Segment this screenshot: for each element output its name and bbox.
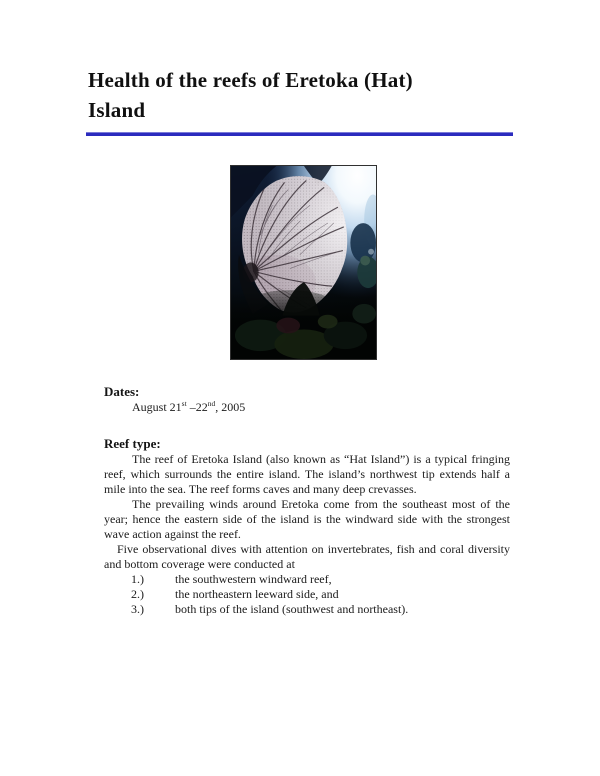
dates-value-text1: August 21 xyxy=(132,400,182,414)
title-underline-rule xyxy=(86,132,513,136)
dates-value xyxy=(132,400,510,415)
list-item xyxy=(104,587,510,602)
list-item-marker: 1.) xyxy=(131,572,144,586)
list-item-marker: 3.) xyxy=(131,602,144,616)
reef-type-heading: Reef type: xyxy=(104,436,161,451)
dates-superscript-st: st xyxy=(181,399,187,408)
list-item xyxy=(104,572,510,587)
reef-photo xyxy=(230,165,377,360)
dates-heading: Dates: xyxy=(104,384,140,399)
list-item-marker: 2.) xyxy=(131,587,144,601)
document-title xyxy=(88,65,518,125)
dates-section xyxy=(104,384,510,415)
sea-fan-coral-illustration xyxy=(231,166,376,359)
dive-sites-list xyxy=(104,572,510,617)
list-item-text: the southwestern windward reef, xyxy=(175,572,332,586)
list-item-text: both tips of the island (southwest and northeast). xyxy=(175,602,409,616)
dates-value-text3: , 2005 xyxy=(215,400,246,414)
title-line-1: Health of the reefs of Eretoka (Hat) xyxy=(88,68,413,92)
reef-type-section xyxy=(104,436,510,617)
reef-type-paragraph-2: The prevailing winds around Eretoka come from the southeast most of the year; hence the eastern side of the island is the windward side with the strongest wave action against the reef. xyxy=(104,497,510,541)
reef-type-paragraph-1: The reef of Eretoka Island (also known as “Hat Island”) is a typical fringing reef, which surrounds the entire island. The island’s northwest tip extends half a mile into the sea. The reef forms caves and many deep crevasses. xyxy=(104,452,510,496)
list-item-text: the northeastern leeward side, and xyxy=(175,587,339,601)
dates-value-text2: –22 xyxy=(186,400,208,414)
dates-superscript-nd: nd xyxy=(207,399,216,408)
list-item xyxy=(104,602,510,617)
reef-type-paragraph-3: Five observational dives with attention on invertebrates, fish and coral diversity and bottom coverage were conducted at xyxy=(104,542,510,571)
title-line-2: Island xyxy=(88,98,146,122)
